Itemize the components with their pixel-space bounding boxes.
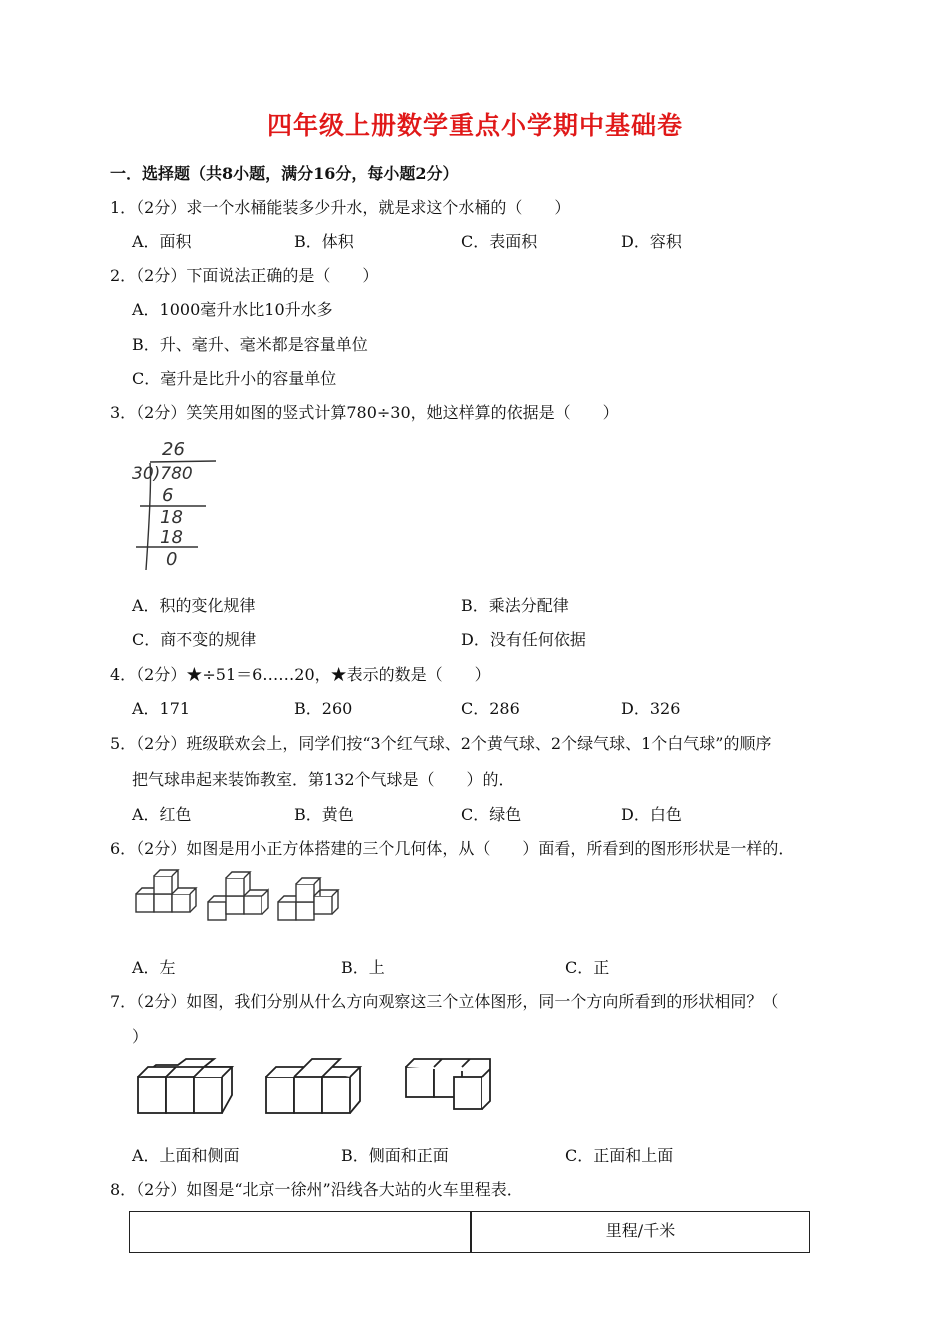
division-step-3: 18 — [160, 527, 183, 548]
q2-option-b: B．升、毫升、毫米都是容量单位 — [132, 335, 368, 354]
mileage-table — [129, 1211, 810, 1253]
q6-solid-1 — [136, 870, 196, 912]
q1-option-d: D．容积 — [621, 232, 682, 251]
q4-option-d: D．326 — [621, 699, 681, 718]
division-step-1: 6 — [162, 485, 174, 506]
question-1-stem: 1．（2分）求一个水桶能装多少升水，就是求这个水桶的（ ） — [110, 198, 571, 217]
division-divisor-dividend: 30)780 — [132, 464, 193, 484]
q7-solid-1 — [138, 1059, 232, 1113]
q1-option-a: A．面积 — [132, 232, 192, 251]
table-header-mileage: 里程/千米 — [605, 1221, 676, 1240]
question-8-stem: 8．（2分）如图是“北京一徐州”沿线各大站的火车里程表． — [110, 1180, 523, 1199]
q7-option-b: B．侧面和正面 — [341, 1146, 449, 1165]
q3-option-b: B．乘法分配律 — [461, 596, 569, 615]
q6-solid-2 — [208, 872, 268, 920]
question-3-stem: 3．（2分）笑笑用如图的竖式计算780÷30，她这样算的依据是（ ） — [110, 403, 619, 422]
question-6-stem: 6．（2分）如图是用小正方体搭建的三个几何体，从（ ）面看，所看到的图形形状是一样的． — [110, 839, 795, 858]
q5-option-a: A．红色 — [132, 805, 192, 824]
q2-option-a: A．1000毫升水比10升水多 — [132, 300, 333, 319]
question-7-stem-line-2: ） — [132, 1027, 149, 1046]
q6-option-c: C．正 — [565, 958, 610, 977]
question-7-stem-line-1: 7．（2分）如图，我们分别从什么方向观察这三个立体图形，同一个方向所看到的形状相同？（ — [110, 992, 779, 1011]
q5-option-c: C．绿色 — [461, 805, 522, 824]
q6-option-b: B．上 — [341, 958, 385, 977]
division-quotient: 26 — [162, 439, 185, 460]
q4-option-a: A．171 — [132, 699, 191, 718]
q3-option-c: C．商不变的规律 — [132, 630, 257, 649]
q7-option-a: A．上面和侧面 — [132, 1146, 240, 1165]
division-step-2: 18 — [160, 507, 183, 528]
question-5-stem-line-2: 把气球串起来装饰教室．第132个气球是（ ）的． — [132, 770, 515, 789]
q7-option-c: C．正面和上面 — [565, 1146, 674, 1165]
question-4-stem: 4．（2分）★÷51＝6……20，★表示的数是（ ） — [110, 665, 491, 684]
question-2-stem: 2．（2分）下面说法正确的是（ ） — [110, 266, 379, 285]
page-title: 四年级上册数学重点小学期中基础卷 — [266, 111, 683, 140]
q6-solid-3 — [278, 878, 338, 920]
section-heading: 一．选择题（共8小题，满分16分，每小题2分） — [110, 164, 459, 183]
division-remainder: 0 — [166, 549, 178, 570]
q7-solid-2 — [266, 1059, 360, 1113]
q3-option-d: D．没有任何依据 — [461, 630, 586, 649]
q3-option-a: A．积的变化规律 — [132, 596, 256, 615]
q1-option-b: B．体积 — [294, 232, 354, 251]
question-5-stem-line-1: 5．（2分）班级联欢会上，同学们按“3个红气球、2个黄气球、2个绿气球、1个白气球”的顺序 — [110, 734, 772, 753]
division-top-line — [150, 461, 216, 462]
q4-option-c: C．286 — [461, 699, 520, 718]
q6-option-a: A．左 — [132, 958, 176, 977]
q2-option-c: C．毫升是比升小的容量单位 — [132, 369, 337, 388]
q7-solid-3 — [406, 1059, 490, 1109]
q7-solids-figure — [132, 1055, 512, 1117]
q1-option-c: C．表面积 — [461, 232, 538, 251]
q5-option-d: D．白色 — [621, 805, 682, 824]
q6-cubes-figure — [132, 868, 342, 926]
long-division-figure — [128, 435, 228, 570]
q4-option-b: B．260 — [294, 699, 353, 718]
q5-option-b: B．黄色 — [294, 805, 354, 824]
